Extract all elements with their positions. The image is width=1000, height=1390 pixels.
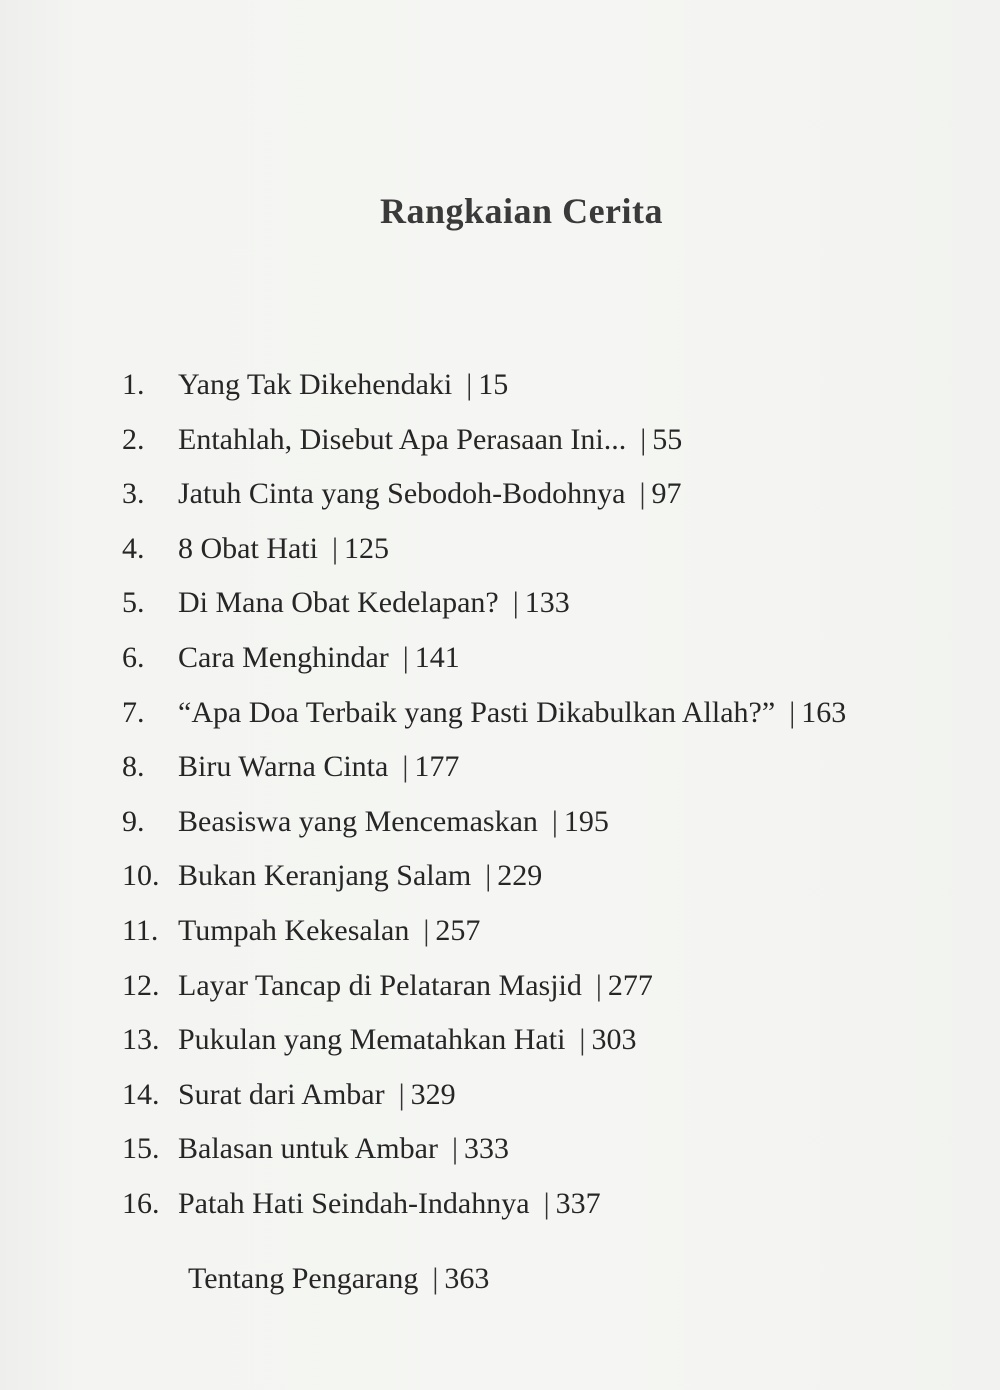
separator: | [639,477,646,511]
entry-number: 9. [122,804,145,838]
separator: | [595,968,602,1002]
entry-number: 12. [122,968,160,1002]
entry-title: Pukulan yang Mematahkan Hati [178,1023,566,1057]
entry-number: 3. [122,477,145,511]
entry-title: Balasan untuk Ambar [178,1132,438,1166]
entry-number: 1. [122,368,145,401]
entry-page: 229 [497,859,543,893]
separator: | [331,531,338,565]
entry-number: 15. [122,1132,160,1166]
entry-title: Biru Warna Cinta [178,750,389,784]
table-of-contents [122,368,942,1242]
separator: | [551,804,558,838]
entry-page: 195 [563,804,609,838]
entry-title: 8 Obat Hati [178,531,318,565]
toc-entry [122,914,942,969]
entry-title: Yang Tak Dikehendaki [178,368,453,401]
entry-page: 303 [591,1023,637,1057]
separator: | [432,1262,439,1295]
separator: | [466,368,473,401]
entry-page: 97 [651,477,682,511]
entry-title: Patah Hati Seindah-Indahnya [178,1186,530,1220]
separator: | [789,695,796,729]
separator: | [543,1186,550,1220]
entry-page: 329 [410,1077,456,1111]
entry-page: 257 [435,913,481,947]
entry-title: “Apa Doa Terbaik yang Pasti Dikabulkan Allah?” [178,695,776,729]
entry-number: 10. [122,859,160,893]
entry-number: 16. [122,1186,160,1220]
entry-number: 5. [122,586,145,620]
toc-entry [122,586,942,641]
about-author-entry [188,1262,489,1296]
entry-page: 133 [524,586,570,620]
toc-entry [122,1078,942,1133]
entry-page: 177 [414,750,460,784]
entry-title: Entahlah, Disebut Apa Perasaan Ini... [178,422,627,456]
toc-entry [122,532,942,587]
separator: | [579,1023,586,1057]
entry-page: 55 [652,422,683,456]
entry-number: 7. [122,695,145,729]
toc-entry [122,423,942,478]
about-title: Tentang Pengarang [188,1262,419,1295]
separator: | [640,422,647,456]
entry-number: 14. [122,1077,160,1111]
entry-page: 125 [343,531,389,565]
toc-entry [122,368,942,423]
separator: | [398,1077,405,1111]
toc-entry [122,1132,942,1187]
separator: | [402,750,409,784]
toc-entry [122,805,942,860]
separator: | [485,859,492,893]
toc-entry [122,641,942,696]
entry-number: 6. [122,640,145,674]
entry-title: Jatuh Cinta yang Sebodoh-Bodohnya [178,477,626,511]
toc-entry [122,1023,942,1078]
entry-number: 8. [122,750,145,784]
toc-entry [122,477,942,532]
entry-number: 2. [122,422,145,456]
entry-title: Bukan Keranjang Salam [178,859,472,893]
page-title: Rangkaian Cerita [380,191,664,231]
entry-title: Di Mana Obat Kedelapan? [178,586,499,620]
entry-page: 163 [801,695,847,729]
entry-number: 4. [122,531,145,565]
entry-number: 13. [122,1023,160,1057]
about-page: 363 [444,1262,490,1295]
entry-title: Tumpah Kekesalan [178,913,410,947]
toc-entry [122,750,942,805]
entry-title: Beasiswa yang Mencemaskan [178,804,538,838]
entry-page: 277 [607,968,653,1002]
entry-page: 141 [414,640,460,674]
entry-title: Cara Menghindar [178,640,389,674]
entry-page: 337 [555,1186,601,1220]
entry-title: Layar Tancap di Pelataran Masjid [178,968,582,1002]
entry-page: 333 [463,1132,509,1166]
toc-entry [122,969,942,1024]
toc-entry [122,696,942,751]
toc-entry [122,859,942,914]
separator: | [451,1132,458,1166]
entry-page: 15 [478,368,509,401]
entry-title: Surat dari Ambar [178,1077,385,1111]
entry-number: 11. [122,913,159,947]
separator: | [512,586,519,620]
separator: | [423,913,430,947]
separator: | [402,640,409,674]
toc-entry [122,1187,942,1242]
